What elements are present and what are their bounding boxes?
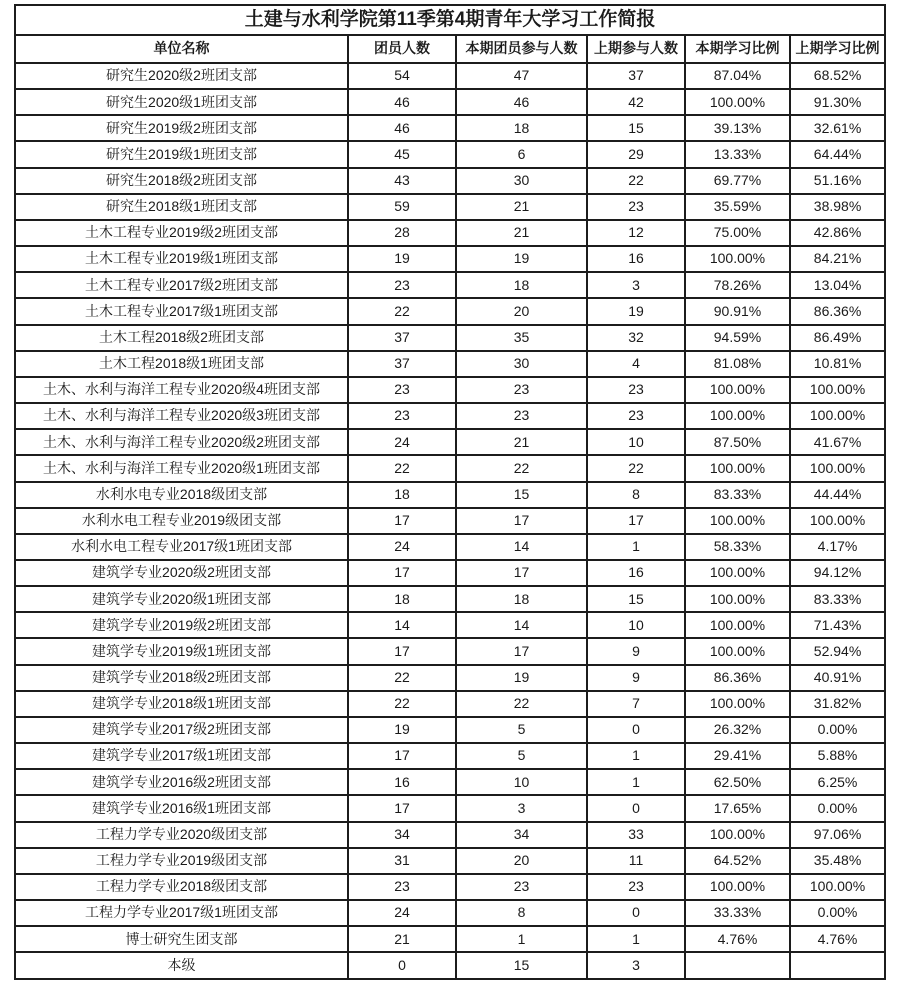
unit-name-cell: 研究生2019级1班团支部	[15, 141, 348, 167]
table-row	[15, 272, 885, 298]
unit-name-cell: 水利水电专业2018级团支部	[15, 482, 348, 508]
table-row	[15, 141, 885, 167]
column-header-unit-name: 单位名称	[15, 35, 348, 63]
unit-name-cell: 本级	[15, 952, 348, 979]
member-count-cell: 34	[348, 822, 456, 848]
page-title: 土建与水利学院第11季第4期青年大学习工作简报	[15, 5, 885, 35]
current-ratio-cell: 81.08%	[685, 351, 790, 377]
previous-participants-cell: 23	[587, 377, 685, 403]
current-ratio-cell: 58.33%	[685, 534, 790, 560]
previous-participants-cell: 9	[587, 665, 685, 691]
unit-name-cell: 建筑学专业2017级2班团支部	[15, 717, 348, 743]
current-participants-cell: 14	[456, 612, 587, 638]
current-ratio-cell: 64.52%	[685, 848, 790, 874]
member-count-cell: 19	[348, 246, 456, 272]
member-count-cell: 43	[348, 168, 456, 194]
current-ratio-cell: 94.59%	[685, 325, 790, 351]
current-ratio-cell: 83.33%	[685, 482, 790, 508]
current-participants-cell: 15	[456, 952, 587, 979]
previous-participants-cell: 9	[587, 638, 685, 664]
member-count-cell: 37	[348, 325, 456, 351]
current-ratio-cell: 26.32%	[685, 717, 790, 743]
unit-name-cell: 研究生2020级1班团支部	[15, 89, 348, 115]
table-row	[15, 743, 885, 769]
column-header-member-count: 团员人数	[348, 35, 456, 63]
member-count-cell: 37	[348, 351, 456, 377]
member-count-cell: 17	[348, 743, 456, 769]
table-row	[15, 586, 885, 612]
current-participants-cell: 6	[456, 141, 587, 167]
table-row	[15, 482, 885, 508]
current-participants-cell: 22	[456, 455, 587, 481]
previous-ratio-cell: 10.81%	[790, 351, 885, 377]
table-row	[15, 220, 885, 246]
previous-ratio-cell: 97.06%	[790, 822, 885, 848]
unit-name-cell: 建筑学专业2019级2班团支部	[15, 612, 348, 638]
current-ratio-cell: 62.50%	[685, 769, 790, 795]
member-count-cell: 45	[348, 141, 456, 167]
member-count-cell: 19	[348, 717, 456, 743]
current-ratio-cell: 100.00%	[685, 89, 790, 115]
table-row	[15, 795, 885, 821]
current-participants-cell: 35	[456, 325, 587, 351]
member-count-cell: 23	[348, 874, 456, 900]
current-participants-cell: 21	[456, 429, 587, 455]
member-count-cell: 23	[348, 377, 456, 403]
table-row	[15, 874, 885, 900]
previous-ratio-cell: 71.43%	[790, 612, 885, 638]
previous-ratio-cell: 100.00%	[790, 508, 885, 534]
table-header-row	[15, 35, 885, 63]
previous-participants-cell: 22	[587, 168, 685, 194]
table-row	[15, 168, 885, 194]
member-count-cell: 28	[348, 220, 456, 246]
member-count-cell: 22	[348, 665, 456, 691]
previous-participants-cell: 33	[587, 822, 685, 848]
table-row	[15, 89, 885, 115]
member-count-cell: 54	[348, 63, 456, 89]
table-row	[15, 822, 885, 848]
previous-ratio-cell: 94.12%	[790, 560, 885, 586]
previous-ratio-cell: 42.86%	[790, 220, 885, 246]
current-ratio-cell: 78.26%	[685, 272, 790, 298]
table-row	[15, 769, 885, 795]
unit-name-cell: 建筑学专业2020级1班团支部	[15, 586, 348, 612]
table-row	[15, 115, 885, 141]
current-participants-cell: 8	[456, 900, 587, 926]
table-row	[15, 194, 885, 220]
member-count-cell: 18	[348, 482, 456, 508]
unit-name-cell: 土木工程专业2017级1班团支部	[15, 298, 348, 324]
previous-participants-cell: 16	[587, 246, 685, 272]
current-participants-cell: 19	[456, 665, 587, 691]
member-count-cell: 24	[348, 534, 456, 560]
previous-ratio-cell: 0.00%	[790, 795, 885, 821]
unit-name-cell: 土木工程2018级2班团支部	[15, 325, 348, 351]
table-row	[15, 612, 885, 638]
current-ratio-cell: 69.77%	[685, 168, 790, 194]
current-ratio-cell: 90.91%	[685, 298, 790, 324]
current-participants-cell: 1	[456, 926, 587, 952]
member-count-cell: 17	[348, 508, 456, 534]
unit-name-cell: 研究生2018级1班团支部	[15, 194, 348, 220]
member-count-cell: 22	[348, 298, 456, 324]
member-count-cell: 24	[348, 900, 456, 926]
current-participants-cell: 30	[456, 351, 587, 377]
table-title-row	[15, 5, 885, 35]
current-participants-cell: 47	[456, 63, 587, 89]
current-ratio-cell: 87.50%	[685, 429, 790, 455]
member-count-cell: 17	[348, 638, 456, 664]
table-row	[15, 534, 885, 560]
table-row	[15, 377, 885, 403]
table-row	[15, 665, 885, 691]
current-participants-cell: 21	[456, 194, 587, 220]
previous-ratio-cell: 100.00%	[790, 377, 885, 403]
previous-ratio-cell: 100.00%	[790, 874, 885, 900]
current-ratio-cell	[685, 952, 790, 979]
current-participants-cell: 17	[456, 638, 587, 664]
current-participants-cell: 17	[456, 560, 587, 586]
unit-name-cell: 土木、水利与海洋工程专业2020级2班团支部	[15, 429, 348, 455]
member-count-cell: 17	[348, 560, 456, 586]
previous-ratio-cell: 86.49%	[790, 325, 885, 351]
current-participants-cell: 17	[456, 508, 587, 534]
unit-name-cell: 研究生2019级2班团支部	[15, 115, 348, 141]
current-ratio-cell: 100.00%	[685, 377, 790, 403]
previous-participants-cell: 0	[587, 795, 685, 821]
current-ratio-cell: 100.00%	[685, 586, 790, 612]
unit-name-cell: 工程力学专业2019级团支部	[15, 848, 348, 874]
previous-ratio-cell	[790, 952, 885, 979]
previous-participants-cell: 1	[587, 926, 685, 952]
unit-name-cell: 土木工程专业2017级2班团支部	[15, 272, 348, 298]
previous-ratio-cell: 83.33%	[790, 586, 885, 612]
previous-participants-cell: 3	[587, 272, 685, 298]
unit-name-cell: 博士研究生团支部	[15, 926, 348, 952]
current-ratio-cell: 100.00%	[685, 691, 790, 717]
current-participants-cell: 19	[456, 246, 587, 272]
unit-name-cell: 建筑学专业2018级1班团支部	[15, 691, 348, 717]
previous-participants-cell: 29	[587, 141, 685, 167]
current-ratio-cell: 100.00%	[685, 560, 790, 586]
unit-name-cell: 水利水电工程专业2017级1班团支部	[15, 534, 348, 560]
column-header-previous-participants: 上期参与人数	[587, 35, 685, 63]
current-participants-cell: 23	[456, 403, 587, 429]
previous-ratio-cell: 5.88%	[790, 743, 885, 769]
table-row	[15, 926, 885, 952]
unit-name-cell: 建筑学专业2017级1班团支部	[15, 743, 348, 769]
member-count-cell: 22	[348, 455, 456, 481]
previous-participants-cell: 4	[587, 351, 685, 377]
unit-name-cell: 工程力学专业2017级1班团支部	[15, 900, 348, 926]
current-ratio-cell: 4.76%	[685, 926, 790, 952]
table-row	[15, 403, 885, 429]
previous-participants-cell: 32	[587, 325, 685, 351]
previous-ratio-cell: 13.04%	[790, 272, 885, 298]
unit-name-cell: 土木工程专业2019级2班团支部	[15, 220, 348, 246]
member-count-cell: 23	[348, 403, 456, 429]
member-count-cell: 59	[348, 194, 456, 220]
previous-ratio-cell: 84.21%	[790, 246, 885, 272]
previous-participants-cell: 3	[587, 952, 685, 979]
current-participants-cell: 23	[456, 874, 587, 900]
previous-participants-cell: 22	[587, 455, 685, 481]
member-count-cell: 46	[348, 115, 456, 141]
current-ratio-cell: 17.65%	[685, 795, 790, 821]
table-row	[15, 848, 885, 874]
previous-participants-cell: 23	[587, 403, 685, 429]
table-row	[15, 560, 885, 586]
table-row	[15, 63, 885, 89]
previous-ratio-cell: 31.82%	[790, 691, 885, 717]
column-header-current-participants: 本期团员参与人数	[456, 35, 587, 63]
previous-ratio-cell: 4.17%	[790, 534, 885, 560]
previous-participants-cell: 1	[587, 743, 685, 769]
current-participants-cell: 15	[456, 482, 587, 508]
current-participants-cell: 18	[456, 115, 587, 141]
previous-participants-cell: 42	[587, 89, 685, 115]
current-ratio-cell: 100.00%	[685, 612, 790, 638]
previous-ratio-cell: 100.00%	[790, 455, 885, 481]
unit-name-cell: 土木、水利与海洋工程专业2020级1班团支部	[15, 455, 348, 481]
previous-ratio-cell: 41.67%	[790, 429, 885, 455]
previous-ratio-cell: 100.00%	[790, 403, 885, 429]
current-participants-cell: 18	[456, 272, 587, 298]
current-ratio-cell: 39.13%	[685, 115, 790, 141]
current-ratio-cell: 100.00%	[685, 403, 790, 429]
current-participants-cell: 10	[456, 769, 587, 795]
member-count-cell: 46	[348, 89, 456, 115]
current-participants-cell: 18	[456, 586, 587, 612]
current-ratio-cell: 35.59%	[685, 194, 790, 220]
current-ratio-cell: 100.00%	[685, 455, 790, 481]
unit-name-cell: 研究生2018级2班团支部	[15, 168, 348, 194]
current-ratio-cell: 100.00%	[685, 822, 790, 848]
current-participants-cell: 46	[456, 89, 587, 115]
previous-ratio-cell: 35.48%	[790, 848, 885, 874]
unit-name-cell: 研究生2020级2班团支部	[15, 63, 348, 89]
unit-name-cell: 土木、水利与海洋工程专业2020级4班团支部	[15, 377, 348, 403]
table-row	[15, 298, 885, 324]
previous-participants-cell: 0	[587, 717, 685, 743]
table-row	[15, 325, 885, 351]
previous-participants-cell: 10	[587, 429, 685, 455]
unit-name-cell: 土木工程2018级1班团支部	[15, 351, 348, 377]
table-row	[15, 638, 885, 664]
previous-participants-cell: 17	[587, 508, 685, 534]
member-count-cell: 22	[348, 691, 456, 717]
previous-participants-cell: 37	[587, 63, 685, 89]
table-row	[15, 246, 885, 272]
previous-ratio-cell: 6.25%	[790, 769, 885, 795]
unit-name-cell: 土木、水利与海洋工程专业2020级3班团支部	[15, 403, 348, 429]
member-count-cell: 17	[348, 795, 456, 821]
previous-participants-cell: 16	[587, 560, 685, 586]
previous-ratio-cell: 91.30%	[790, 89, 885, 115]
current-ratio-cell: 100.00%	[685, 508, 790, 534]
unit-name-cell: 建筑学专业2016级2班团支部	[15, 769, 348, 795]
current-participants-cell: 20	[456, 298, 587, 324]
previous-ratio-cell: 32.61%	[790, 115, 885, 141]
table-row	[15, 508, 885, 534]
current-ratio-cell: 87.04%	[685, 63, 790, 89]
previous-participants-cell: 0	[587, 900, 685, 926]
previous-participants-cell: 15	[587, 115, 685, 141]
previous-ratio-cell: 40.91%	[790, 665, 885, 691]
table-row	[15, 691, 885, 717]
previous-ratio-cell: 86.36%	[790, 298, 885, 324]
previous-ratio-cell: 0.00%	[790, 900, 885, 926]
current-ratio-cell: 86.36%	[685, 665, 790, 691]
current-participants-cell: 21	[456, 220, 587, 246]
current-ratio-cell: 100.00%	[685, 246, 790, 272]
previous-participants-cell: 1	[587, 769, 685, 795]
previous-ratio-cell: 68.52%	[790, 63, 885, 89]
briefing-table	[14, 4, 886, 980]
unit-name-cell: 建筑学专业2020级2班团支部	[15, 560, 348, 586]
member-count-cell: 16	[348, 769, 456, 795]
table-row	[15, 351, 885, 377]
previous-ratio-cell: 51.16%	[790, 168, 885, 194]
column-header-previous-ratio: 上期学习比例	[790, 35, 885, 63]
unit-name-cell: 建筑学专业2019级1班团支部	[15, 638, 348, 664]
previous-participants-cell: 11	[587, 848, 685, 874]
table-body	[15, 63, 885, 979]
unit-name-cell: 建筑学专业2018级2班团支部	[15, 665, 348, 691]
previous-participants-cell: 12	[587, 220, 685, 246]
table-row	[15, 455, 885, 481]
previous-participants-cell: 8	[587, 482, 685, 508]
current-participants-cell: 5	[456, 717, 587, 743]
previous-ratio-cell: 64.44%	[790, 141, 885, 167]
unit-name-cell: 水利水电工程专业2019级团支部	[15, 508, 348, 534]
current-participants-cell: 23	[456, 377, 587, 403]
current-ratio-cell: 33.33%	[685, 900, 790, 926]
previous-ratio-cell: 38.98%	[790, 194, 885, 220]
member-count-cell: 23	[348, 272, 456, 298]
previous-participants-cell: 10	[587, 612, 685, 638]
table-row	[15, 952, 885, 979]
unit-name-cell: 工程力学专业2020级团支部	[15, 822, 348, 848]
current-ratio-cell: 100.00%	[685, 874, 790, 900]
unit-name-cell: 建筑学专业2016级1班团支部	[15, 795, 348, 821]
current-participants-cell: 5	[456, 743, 587, 769]
previous-participants-cell: 7	[587, 691, 685, 717]
table-row	[15, 900, 885, 926]
current-participants-cell: 14	[456, 534, 587, 560]
unit-name-cell: 工程力学专业2018级团支部	[15, 874, 348, 900]
member-count-cell: 0	[348, 952, 456, 979]
current-ratio-cell: 100.00%	[685, 638, 790, 664]
unit-name-cell: 土木工程专业2019级1班团支部	[15, 246, 348, 272]
current-participants-cell: 34	[456, 822, 587, 848]
table-row	[15, 429, 885, 455]
member-count-cell: 18	[348, 586, 456, 612]
current-participants-cell: 3	[456, 795, 587, 821]
member-count-cell: 24	[348, 429, 456, 455]
member-count-cell: 21	[348, 926, 456, 952]
previous-ratio-cell: 52.94%	[790, 638, 885, 664]
column-header-current-ratio: 本期学习比例	[685, 35, 790, 63]
current-participants-cell: 20	[456, 848, 587, 874]
previous-ratio-cell: 0.00%	[790, 717, 885, 743]
previous-participants-cell: 15	[587, 586, 685, 612]
current-participants-cell: 22	[456, 691, 587, 717]
previous-participants-cell: 23	[587, 874, 685, 900]
previous-participants-cell: 1	[587, 534, 685, 560]
current-participants-cell: 30	[456, 168, 587, 194]
current-ratio-cell: 13.33%	[685, 141, 790, 167]
previous-ratio-cell: 4.76%	[790, 926, 885, 952]
previous-participants-cell: 23	[587, 194, 685, 220]
current-ratio-cell: 75.00%	[685, 220, 790, 246]
previous-participants-cell: 19	[587, 298, 685, 324]
member-count-cell: 31	[348, 848, 456, 874]
member-count-cell: 14	[348, 612, 456, 638]
current-ratio-cell: 29.41%	[685, 743, 790, 769]
table-row	[15, 717, 885, 743]
previous-ratio-cell: 44.44%	[790, 482, 885, 508]
